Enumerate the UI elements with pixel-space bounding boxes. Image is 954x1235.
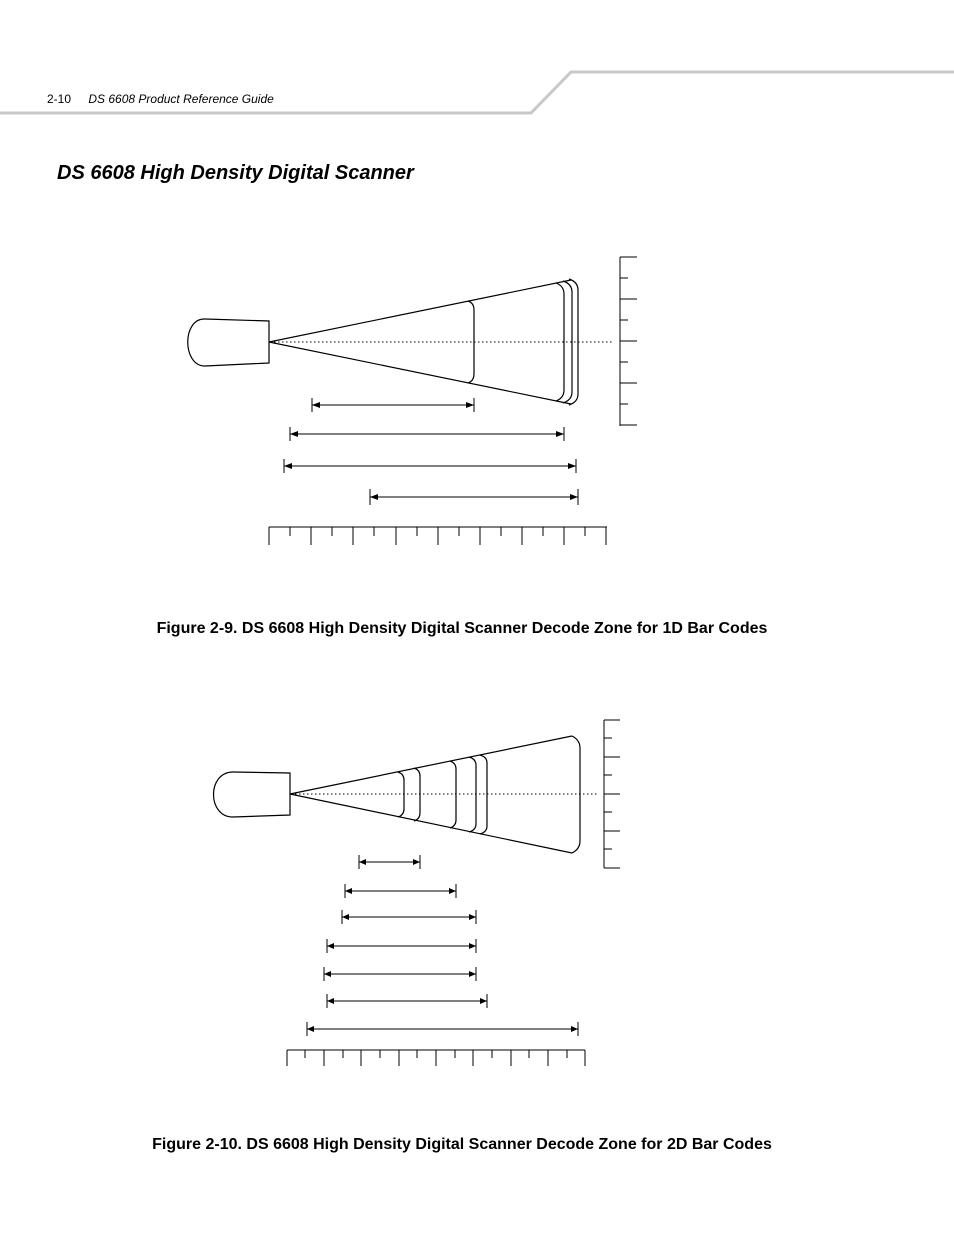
fov-upper-line [290,736,572,794]
figure-1d-decode-zone [0,0,954,600]
range-arrow-1 [359,855,420,869]
scanner-head-icon [188,319,269,366]
range-arrow-5 [324,967,476,981]
fov-upper-line [269,280,571,342]
zone-boundary-5 [480,755,487,834]
figure-caption-2d: Figure 2-10. DS 6608 High Density Digital Scanner Decode Zone for 2D Bar Codes [152,1136,772,1153]
guide-title: DS 6608 Product Reference Guide [88,92,274,106]
zone-boundary-2 [414,768,420,821]
zone-boundary-1 [398,772,404,817]
scanner-head-icon [214,772,291,817]
far-boundary [572,736,580,853]
zone-boundary-4 [469,757,476,832]
range-arrow-3 [284,459,576,473]
range-arrow-2 [290,427,564,441]
section-title: DS 6608 High Density Digital Scanner [57,162,414,184]
range-arrow-4 [327,939,476,953]
range-arrow-4 [370,489,578,505]
range-arrow-3 [342,910,476,924]
side-ruler [620,257,637,426]
fov-lower-line [269,342,571,404]
figure-caption-1d: Figure 2-9. DS 6608 High Density Digital Scanner Decode Zone for 1D Bar Codes [156,620,768,637]
fov-lower-line [290,794,572,853]
range-arrow-7 [307,1022,578,1036]
range-arrow-6 [327,994,487,1008]
bottom-ruler [269,527,607,545]
page-number: 2-10 [47,92,72,106]
zone-boundary-3 [450,761,456,828]
bottom-ruler [287,1050,585,1066]
range-arrow-2 [345,884,456,898]
side-ruler [604,720,620,868]
range-arrow-1 [312,398,474,412]
